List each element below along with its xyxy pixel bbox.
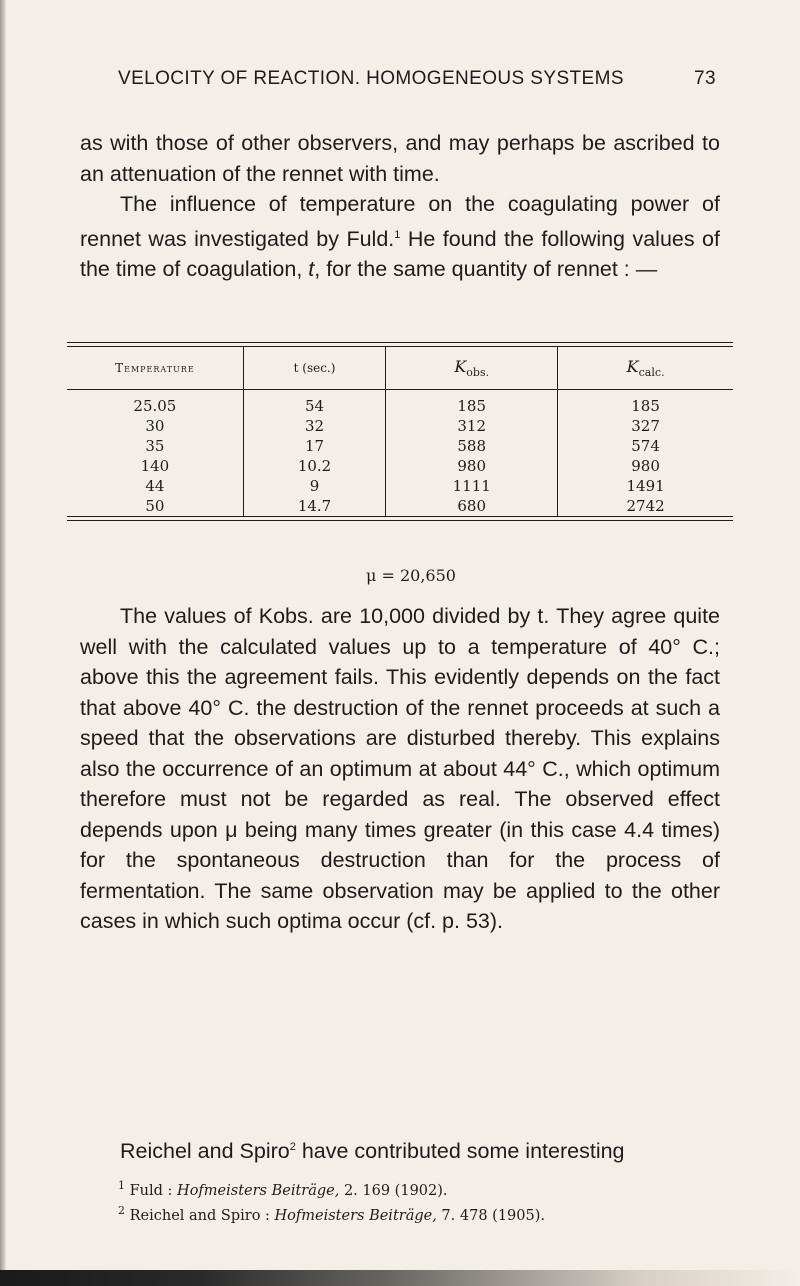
footnote-1 [118, 1176, 718, 1201]
cell-k-obs: 312 [386, 416, 558, 436]
cell-time: 9 [243, 476, 386, 496]
paragraph-3-a: Reichel and Spiro [120, 1139, 290, 1164]
footnote-marker: 1 [118, 1179, 125, 1192]
paragraph-1-b2: He found the following values of the time of coagulation, [80, 226, 720, 282]
cell-time: 10.2 [243, 456, 386, 476]
table-header-row [67, 347, 733, 390]
paragraph-1-b [80, 189, 720, 285]
footnote-ref-2: 2 [289, 1141, 296, 1153]
page-bottom-edge [0, 1270, 800, 1286]
mu-value: μ = 20,650 [366, 566, 456, 585]
footnote-detail: 2. 169 (1902). [339, 1182, 448, 1199]
table-row [67, 416, 733, 436]
table-row [67, 436, 733, 456]
footnote-2 [118, 1201, 718, 1226]
coagulation-table [67, 347, 733, 517]
paragraph-1-b3: , for the same quantity of rennet : — [314, 257, 658, 282]
paragraph-1 [80, 128, 720, 285]
k-calc-symbol: K [626, 357, 639, 376]
cell-k-obs: 980 [386, 456, 558, 476]
running-header [118, 68, 718, 90]
k-obs-symbol: K [454, 357, 467, 376]
header-temperature: Temperature [67, 347, 243, 390]
data-table-container [67, 342, 733, 521]
cell-time: 17 [243, 436, 386, 456]
table-row [67, 476, 733, 496]
footnote-author: Reichel and Spiro : [129, 1207, 275, 1224]
header-k-calc [558, 347, 733, 390]
paragraph-1-b1: The influence of temperature on the coagulating power of rennet was investigated by Fuld. [80, 192, 720, 251]
cell-k-calc: 2742 [558, 496, 733, 517]
cell-k-calc: 327 [631, 417, 660, 435]
cell-k-obs: 588 [386, 436, 558, 456]
footnote-detail: 7. 478 (1905). [436, 1207, 545, 1224]
variable-t: t [308, 257, 315, 282]
footnote-ref-1: 1 [394, 228, 401, 241]
footnote-author: Fuld : [129, 1182, 178, 1199]
paragraph-1-line-a: as with those of other observers, and may perhaps be ascribed to an attenuation of the rennet with time. [80, 131, 720, 186]
cell-temperature: 44 [67, 476, 243, 496]
table-row [67, 390, 733, 417]
header-time: t (sec.) [243, 347, 386, 390]
footnote-work: Hofmeisters Beiträge, [274, 1207, 437, 1224]
paragraph-3-b: have contributed some interesting [295, 1139, 625, 1164]
cell-time: 54 [243, 390, 386, 417]
cell-k-calc: 980 [631, 457, 660, 475]
header-k-obs [386, 347, 558, 390]
cell-temperature: 35 [67, 436, 243, 456]
cell-temperature: 140 [67, 456, 243, 476]
cell-k-calc: 1491 [626, 477, 665, 495]
cell-temperature: 25.05 [67, 390, 243, 417]
page-left-edge [0, 0, 6, 1286]
cell-temperature: 30 [67, 416, 243, 436]
cell-k-calc: 185 [631, 397, 660, 415]
cell-time: 32 [243, 416, 386, 436]
footnote-marker: 2 [118, 1203, 125, 1217]
cell-k-obs: 680 [386, 496, 558, 517]
table-row [67, 456, 733, 476]
header-title: VELOCITY OF REACTION. HOMOGENEOUS SYSTEMS [118, 68, 624, 89]
cell-k-obs: 1111 [386, 476, 558, 496]
footnotes [118, 1176, 718, 1226]
cell-time: 14.7 [243, 496, 386, 517]
cell-k-obs: 185 [386, 390, 558, 417]
k-calc-subscript: calc. [638, 366, 665, 379]
paragraph-3 [80, 1132, 720, 1167]
table-row [67, 496, 733, 517]
cell-temperature: 50 [67, 496, 243, 517]
paragraph-2: The values of Kobs. are 10,000 divided by t. They agree quite well with the calculated values up to a temperature of 40° C.; above this the agreement fails. This evidently depends on the fact that above 40° C. the destruction of the rennet proceeds at such a speed that the observations are disturbed thereby. This explains also the occurrence of an optimum at about 44° C., which optimum therefore must not be regarded as real. The observed effect depends upon μ being many times greater (in this case 4.4 times) for the spontaneous destruction than for the process of fermentation. The same observation may be applied to the other cases in which such optima occur (cf. p. 53). [80, 604, 720, 933]
cell-k-calc: 574 [631, 437, 660, 455]
footnote-work: Hofmeisters Beiträge, [177, 1182, 340, 1199]
page-number: 73 [694, 68, 716, 89]
k-obs-subscript: obs. [466, 366, 490, 379]
table-bottom-rule [67, 520, 733, 521]
